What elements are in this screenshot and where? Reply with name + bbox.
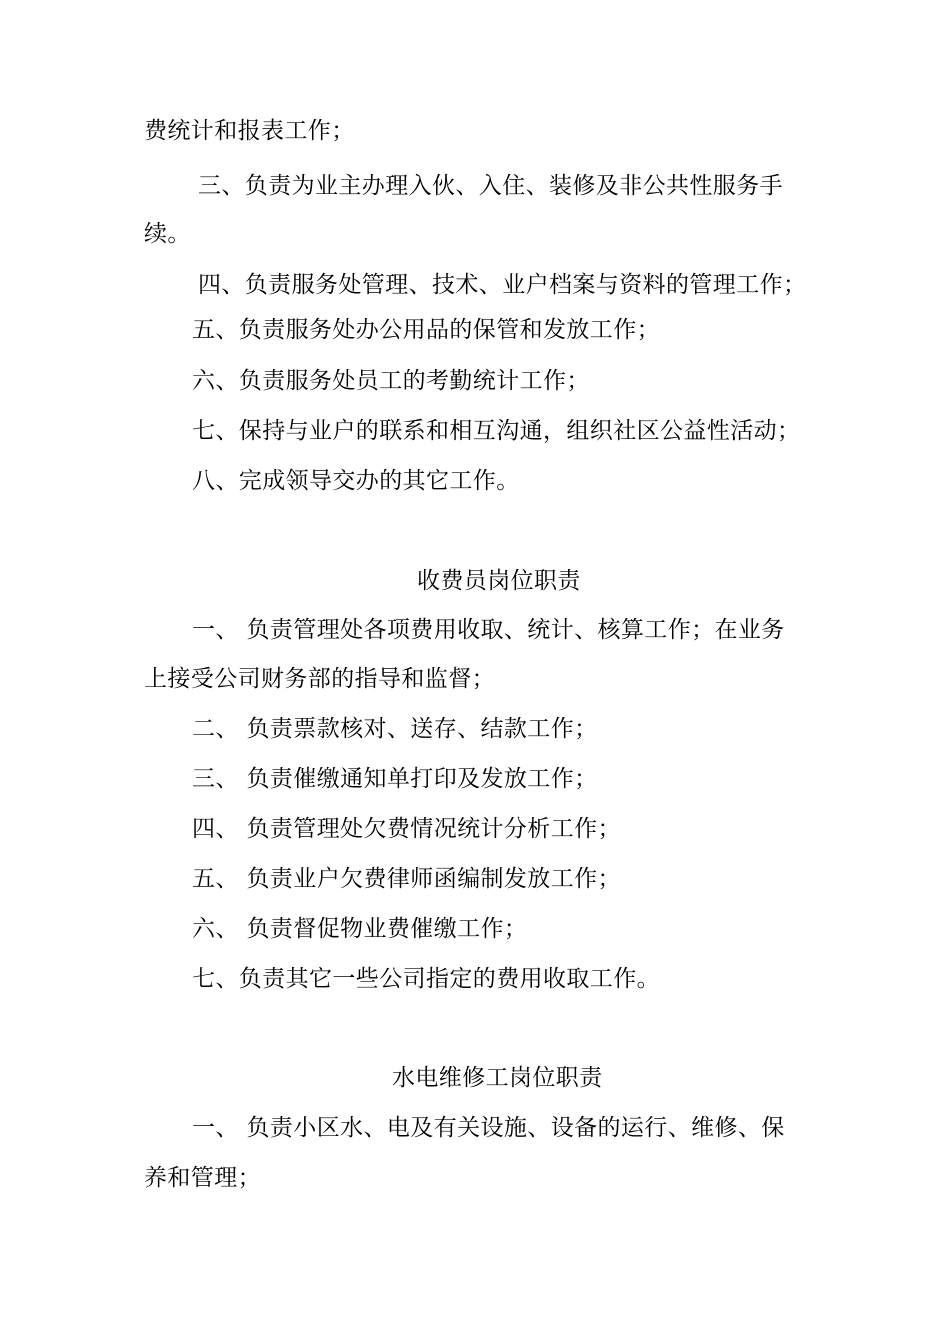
duty-item: 八、完成领导交办的其它工作。: [192, 468, 520, 494]
duty-item: 五、 负责业户欠费律师函编制发放工作；: [192, 866, 621, 892]
duty-item: 二、 负责票款核对、送存、结款工作；: [192, 716, 598, 742]
section-title: 水电维修工岗位职责: [392, 1065, 603, 1091]
duty-item: 四、 负责管理处欠费情况统计分析工作；: [192, 816, 621, 842]
duty-item: 一、 负责管理处各项费用收取、统计、核算工作；在业务: [192, 617, 785, 643]
duty-item: 三、负责为业主办理入伙、入住、装修及非公共性服务手: [198, 173, 783, 199]
section-title: 收费员岗位职责: [417, 568, 581, 594]
text-line: 上接受公司财务部的指导和监督；: [144, 666, 495, 692]
text-line: 费统计和报表工作；: [144, 118, 355, 144]
duty-item: 七、负责其它一些公司指定的费用收取工作。: [192, 966, 660, 992]
text-line: 养和管理；: [144, 1165, 261, 1191]
duty-item: 三、 负责催缴通知单打印及发放工作；: [192, 766, 598, 792]
text-line: 续。: [144, 221, 191, 247]
duty-item: 七、保持与业户的联系和相互沟通，组织社区公益性活动；: [192, 418, 801, 444]
duty-item: 一、 负责小区水、电及有关设施、设备的运行、维修、保: [192, 1115, 785, 1141]
duty-item: 四、负责服务处管理、技术、业户档案与资料的管理工作；: [198, 272, 807, 298]
duty-item: 五、负责服务处办公用品的保管和发放工作；: [192, 317, 660, 343]
duty-item: 六、负责服务处员工的考勤统计工作；: [192, 368, 590, 394]
duty-item: 六、 负责督促物业费催缴工作；: [192, 916, 528, 942]
